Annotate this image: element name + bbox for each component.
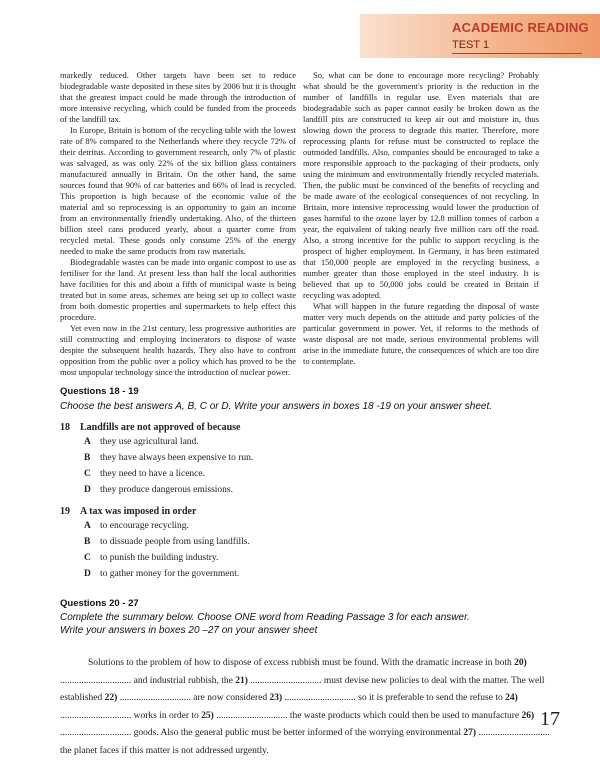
summary-instruction: Write your answers in boxes 20 –27 on your answer sheet	[60, 625, 318, 636]
option[interactable]: B they have always been expensive to run.	[84, 453, 254, 463]
summary-instruction: Complete the summary below. Choose ONE word from Reading Passage 3 for each answer.	[60, 612, 470, 623]
paragraph: Biodegradable wastes can be made into organic compost to use as fertiliser for the land. At present less than half the local authorities have facilities for this and about a fifth of municipal waste is being treated but in some areas, schemes are being set up to collect waste from both domestic properties and supermarkets to help effect this procedure.	[60, 257, 296, 322]
passage-column-left	[60, 70, 296, 378]
test-label: TEST 1	[452, 39, 490, 51]
mcq-heading: Questions 18 - 19	[60, 386, 139, 397]
answer-gap[interactable]: .............................. works in order to	[60, 710, 202, 721]
option[interactable]: B to dissuade people from using landfills.	[84, 537, 250, 547]
option[interactable]: A to encourage recycling.	[84, 521, 189, 531]
option[interactable]: D to gather money for the government.	[84, 569, 240, 579]
paragraph: So, what can be done to encourage more recycling? Probably what should be the government's priority is the reduction in the number of landfills in regular use. Even materials that are biodegradable such as paper cannot easily be broken down as the landfill pits are constructed to keep air out and moisture in, thus slowing down the process to degrade this matter. Therefore, more reprocessing plants for refuse must be constructed to replace the outmoded landfills. Also, companies should be encouraged to take a more responsible approach to the packaging of their products, only using the minimum and environmentally friendly recycled materials. Then, the public must be convinced of the benefits of recycling and be made aware of the ecological consequences of not recycling. In Britain, more intensive reprocessing would lower the production of gases harmful to the ozone layer by 12.8 million tonnes of carbon a year, the equivalent of taking nearly five million cars off the road. Also, a strong incentive for the public to support recycling is the prospect of higher employment. In Germany, it has been estimated that 150,000 people are employed in the recycling business, a number greater than those employed in the steel industry. It is believed that up to 50,000 jobs could be created in Britain if recycling was adopted.	[303, 70, 539, 300]
answer-gap[interactable]: .............................. must devise new policies to deal with the matter. The well established	[60, 675, 545, 703]
answer-gap[interactable]: .............................. and industrial rubbish, the	[60, 675, 236, 686]
option[interactable]: D they produce dangerous emissions.	[84, 485, 233, 495]
gap-label: 26)	[521, 710, 535, 721]
gap-label: 27)	[463, 728, 477, 738]
section-title: ACADEMIC READING	[452, 20, 589, 35]
gap-label: 23)	[269, 693, 283, 703]
gap-label: 25)	[201, 710, 214, 721]
gap-label: 24)	[505, 693, 518, 703]
paragraph: markedly reduced. Other targets have been set to reduce biodegradable waste deposited in these sites by 2006 but it is thought that the greatest impact could be made through the introduction of more intensive recycling, which could be funded from the proceeds of the landfill tax.	[60, 70, 296, 124]
summary-heading: Questions 20 - 27	[60, 598, 139, 609]
paragraph: Yet even now in the 21st century, less progressive authorities are still constructing and employing incinerators to dispose of waste despite the subsequent health hazards. They also have to confront opposition from the public over a policy which has proved to be the most unpopular technology since the introduction of nuclear power.	[60, 323, 296, 377]
answer-gap[interactable]: .............................. are now considered	[117, 693, 270, 703]
gap-label: 21)	[235, 675, 248, 686]
paragraph: What will happen in the future regarding the disposal of waste matter very much depends on the attitude and party policies of the particular government in power. Yet, if reforms to the methods of waste disposal are not made, serious environmental problems will arise in the immediate future, the consequences of which are too dire to contemplate.	[303, 301, 539, 366]
page-number: 17	[540, 708, 560, 730]
answer-gap[interactable]: .............................. the planet faces if this matter is not addressed urgently.	[60, 728, 550, 756]
gap-label: 20)	[514, 658, 527, 668]
summary-text: Solutions to the problem of how to dispose of excess rubbish must be found. With the dramatic increase in both 20) .............................. and industrial rubbish, the 21) .............................. must devise new policies to deal with the matter. The well established 22) .............................. are now considered 23) .............................. so it is preferable to send the refuse to 24) .............................. works in order to 25) .............................. the waste products which could then be used to manufacture 26) .............................. goods. Also the general public must be better informed of the worrying environmental 27) .............................. the planet faces if this matter is not addressed urgently.	[60, 658, 550, 756]
option[interactable]: A they use agricultural land.	[84, 437, 199, 447]
question-19: 19 A tax was imposed in order	[60, 506, 197, 517]
answer-gap[interactable]: .............................. goods. Also the general public must be better informed of the worrying environmental	[60, 728, 464, 738]
option[interactable]: C they need to have a licence.	[84, 469, 205, 479]
answer-gap[interactable]: .............................. so it is preferable to send the refuse to	[282, 693, 506, 703]
option[interactable]: C to punish the building industry.	[84, 553, 219, 563]
question-18: 18 Landfills are not approved of because	[60, 422, 241, 433]
header-rule	[452, 53, 582, 54]
mcq-instruction: Choose the best answers A, B, C or D. Write your answers in boxes 18 -19 on your answer sheet.	[60, 401, 493, 412]
paragraph: In Europe, Britain is bottom of the recycling table with the lowest rate of 8% compared to the Netherlands where they recycle 72% of their detritus. According to government research, only 7% of plastic was salvaged, as was only 22% of the six billion glass containers manufactured annually in Britain. On the other hand, the same sources found that 90% of car batteries and 66% of lead is recycled. This proportion is high because of the economic value of the material and so reprocessing is an opportunity to gain an income from an environmentally friendly undertaking. Also, of the thirteen billion steel cans produced yearly, about a quarter come from recycled metal. These goods only consume 25% of the energy needed to make the same products from raw materials.	[60, 125, 296, 256]
answer-gap[interactable]: .............................. the waste products which could then be used to manufacture	[213, 710, 522, 721]
passage-column-right	[303, 70, 539, 367]
gap-label: 22)	[104, 693, 118, 703]
